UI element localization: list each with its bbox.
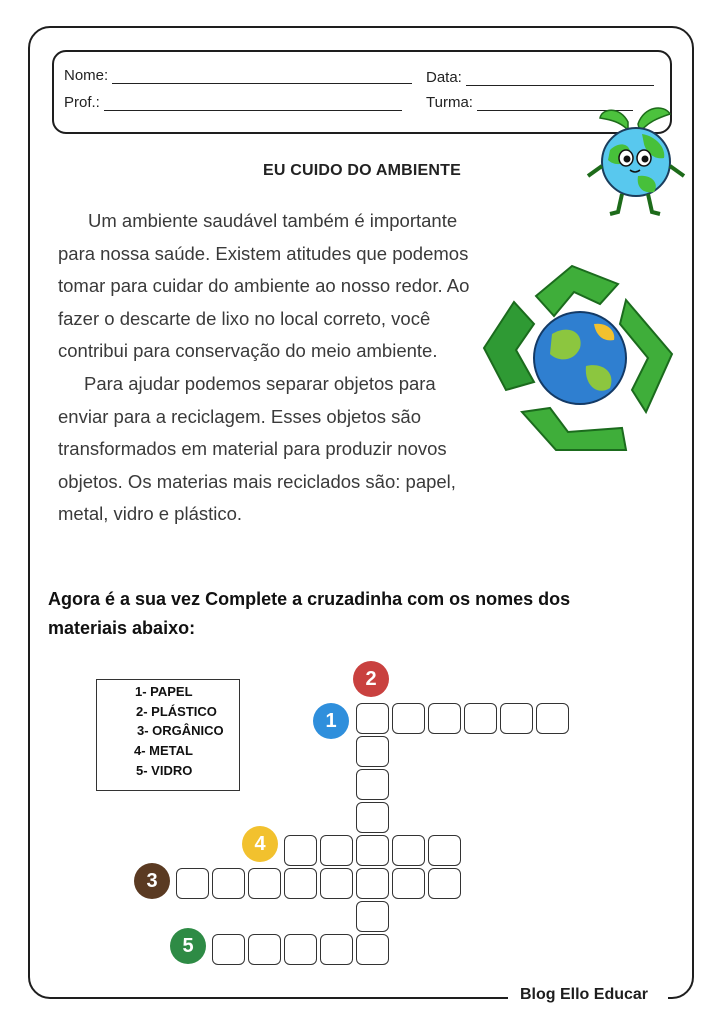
turma-label: Turma: bbox=[426, 94, 473, 111]
crossword-cell[interactable] bbox=[320, 934, 353, 965]
crossword-cell[interactable] bbox=[536, 703, 569, 734]
prof-line[interactable] bbox=[104, 98, 402, 111]
word-bank-item: 5- VIDRO bbox=[136, 763, 193, 778]
crossword-cell[interactable] bbox=[284, 868, 317, 899]
paragraph-1: Um ambiente saudável também é importante para nossa saúde. Existem atitudes que podemos tomar para cuidar do ambiente ao nosso redor. Ao fazer o descarte de lixo no local correto, você contribui para conservação do meio ambiente. bbox=[58, 210, 470, 362]
clue-number-3: 3 bbox=[134, 863, 170, 899]
crossword-cell[interactable] bbox=[428, 835, 461, 866]
crossword-cell[interactable] bbox=[248, 868, 281, 899]
crossword-cell[interactable] bbox=[212, 934, 245, 965]
body-text bbox=[58, 205, 478, 531]
crossword-cell[interactable] bbox=[392, 868, 425, 899]
earth-mascot-icon bbox=[580, 100, 690, 220]
crossword-cell[interactable] bbox=[356, 835, 389, 866]
crossword-cell[interactable] bbox=[356, 802, 389, 833]
crossword-cell[interactable] bbox=[248, 934, 281, 965]
word-bank-item: 2- PLÁSTICO bbox=[136, 704, 217, 719]
data-line[interactable] bbox=[466, 73, 654, 86]
crossword-cell[interactable] bbox=[464, 703, 497, 734]
crossword-cell[interactable] bbox=[320, 868, 353, 899]
word-bank-item: 4- METAL bbox=[134, 743, 193, 758]
crossword-cell[interactable] bbox=[356, 868, 389, 899]
prof-label: Prof.: bbox=[64, 94, 100, 111]
crossword-cell[interactable] bbox=[356, 901, 389, 932]
crossword-cell[interactable] bbox=[428, 703, 461, 734]
instruction-text: Agora é a sua vez Complete a cruzadinha com os nomes dos materiais abaixo: bbox=[48, 589, 571, 638]
clue-number-2: 2 bbox=[353, 661, 389, 697]
crossword-cell[interactable] bbox=[284, 934, 317, 965]
footer-credit: Blog Ello Educar bbox=[520, 986, 649, 1003]
crossword-cell[interactable] bbox=[356, 736, 389, 767]
nome-label: Nome: bbox=[64, 67, 109, 84]
clue-number-1: 1 bbox=[313, 703, 349, 739]
crossword-cell[interactable] bbox=[428, 868, 461, 899]
crossword-cell[interactable] bbox=[212, 868, 245, 899]
crossword-cell[interactable] bbox=[392, 703, 425, 734]
data-field bbox=[426, 69, 654, 86]
prof-field bbox=[64, 94, 402, 111]
crossword-cell[interactable] bbox=[320, 835, 353, 866]
crossword-cell[interactable] bbox=[392, 835, 425, 866]
word-bank-item: 1- PAPEL bbox=[135, 684, 193, 699]
crossword-cell[interactable] bbox=[356, 934, 389, 965]
recycle-globe-icon bbox=[476, 262, 686, 454]
crossword-cell[interactable] bbox=[500, 703, 533, 734]
crossword-cell[interactable] bbox=[356, 769, 389, 800]
crossword-cell[interactable] bbox=[284, 835, 317, 866]
clue-number-4: 4 bbox=[242, 826, 278, 862]
student-info-box bbox=[52, 50, 672, 134]
nome-field bbox=[64, 67, 412, 84]
paragraph-2: Para ajudar podemos separar objetos para enviar para a reciclagem. Esses objetos são transformados em material para produzir novos objetos. Os materias mais reciclados são: papel, metal, vidro e plástico. bbox=[58, 372, 456, 525]
clue-number-5: 5 bbox=[170, 928, 206, 964]
nome-line[interactable] bbox=[112, 71, 412, 84]
crossword-cell[interactable] bbox=[356, 703, 389, 734]
crossword-cell[interactable] bbox=[176, 868, 209, 899]
word-bank-item: 3- ORGÂNICO bbox=[137, 723, 224, 738]
data-label: Data: bbox=[426, 69, 462, 86]
page-title: EU CUIDO DO AMBIENTE bbox=[262, 162, 462, 179]
